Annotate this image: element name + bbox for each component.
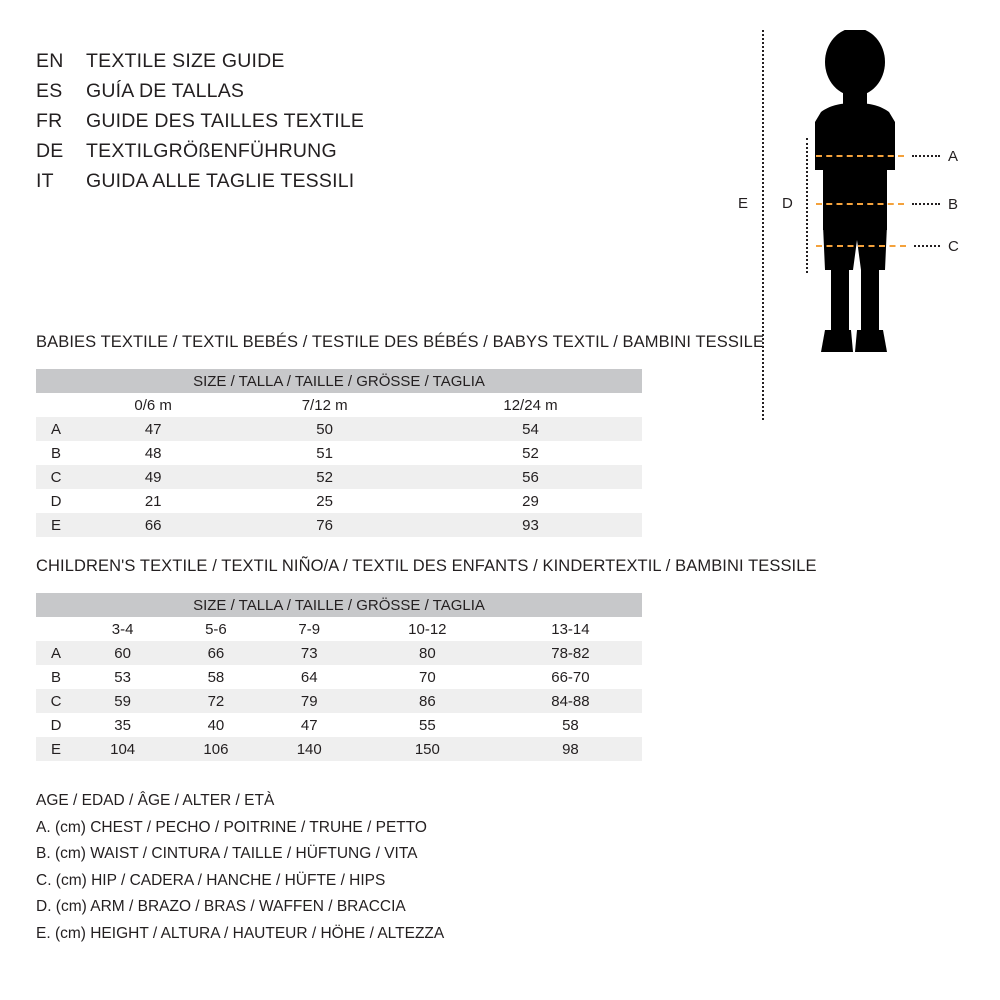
legend-title: AGE / EDAD / ÂGE / ALTER / ETÀ <box>36 792 275 809</box>
cell: 78-82 <box>499 641 642 665</box>
title-line <box>36 46 456 76</box>
row-label: D <box>36 713 76 737</box>
row-label: A <box>36 417 76 441</box>
title-lang-text: GUÍA DE TALLAS <box>86 80 245 102</box>
row-label: B <box>36 665 76 689</box>
cell: 66 <box>76 513 230 537</box>
row-label: E <box>36 737 76 761</box>
row-label: D <box>36 489 76 513</box>
cell: 29 <box>419 489 642 513</box>
cell: 40 <box>169 713 262 737</box>
babies-col-header: 7/12 m <box>230 393 419 417</box>
cell: 106 <box>169 737 262 761</box>
title-lang-text: TEXTILE SIZE GUIDE <box>86 50 285 72</box>
title-line <box>36 106 456 136</box>
cell: 21 <box>76 489 230 513</box>
table-row <box>36 665 642 689</box>
table-row <box>36 441 642 465</box>
figure-marker-a: A <box>948 148 959 165</box>
chest-leader-line <box>912 155 940 157</box>
title-lang-code: IT <box>36 170 54 192</box>
cell: 59 <box>76 689 169 713</box>
title-lang-code: EN <box>36 50 64 72</box>
babies-size-header-row <box>36 369 642 393</box>
cell: 25 <box>230 489 419 513</box>
legend-item-e: E. (cm) HEIGHT / ALTURA / HAUTEUR / HÖHE / ALTEZZA <box>36 924 445 942</box>
cell: 47 <box>263 713 356 737</box>
measurement-legend <box>36 788 444 947</box>
table-row <box>36 689 642 713</box>
legend-item-b: B. (cm) WAIST / CINTURA / TAILLE / HÜFTUNG / VITA <box>36 845 418 862</box>
legend-item-a: A. (cm) CHEST / PECHO / POITRINE / TRUHE / PETTO <box>36 818 427 836</box>
cell: 66-70 <box>499 665 642 689</box>
cell: 51 <box>230 441 419 465</box>
row-label: E <box>36 513 76 537</box>
waist-leader-line <box>912 203 940 205</box>
title-line <box>36 136 456 166</box>
children-col-header: 13-14 <box>499 617 642 641</box>
cell: 140 <box>263 737 356 761</box>
children-size-header-row <box>36 593 642 617</box>
chest-measure-line <box>816 155 904 157</box>
figure-marker-b: B <box>948 196 959 213</box>
cell: 55 <box>356 713 499 737</box>
measurement-figure <box>700 30 990 450</box>
cell: 72 <box>169 689 262 713</box>
cell: 53 <box>76 665 169 689</box>
table-row <box>36 513 642 537</box>
height-guide-line-e <box>762 30 764 420</box>
cell: 98 <box>499 737 642 761</box>
child-silhouette-icon <box>795 30 915 400</box>
babies-size-header: SIZE / TALLA / TAILLE / GRÖSSE / TAGLIA <box>36 369 642 393</box>
cell: 86 <box>356 689 499 713</box>
title-line <box>36 166 456 196</box>
cell: 52 <box>419 441 642 465</box>
cell: 48 <box>76 441 230 465</box>
row-label: B <box>36 441 76 465</box>
title-lang-text: GUIDE DES TAILLES TEXTILE <box>86 110 365 132</box>
children-col-header: 7-9 <box>263 617 356 641</box>
babies-corner-cell <box>36 393 76 417</box>
children-size-header: SIZE / TALLA / TAILLE / GRÖSSE / TAGLIA <box>36 593 642 617</box>
cell: 52 <box>230 465 419 489</box>
babies-section-heading: BABIES TEXTILE / TEXTIL BEBÉS / TESTILE DES BÉBÉS / BABYS TEXTIL / BAMBINI TESSILE <box>36 333 765 351</box>
cell: 76 <box>230 513 419 537</box>
children-section-heading: CHILDREN'S TEXTILE / TEXTIL NIÑO/A / TEXTIL DES ENFANTS / KINDERTEXTIL / BAMBINI TESSILE <box>36 557 817 575</box>
children-col-header: 10-12 <box>356 617 499 641</box>
children-column-header-row <box>36 617 642 641</box>
babies-col-header: 0/6 m <box>76 393 230 417</box>
babies-column-header-row <box>36 393 642 417</box>
figure-marker-c: C <box>948 238 959 255</box>
table-row <box>36 489 642 513</box>
cell: 54 <box>419 417 642 441</box>
table-row <box>36 737 642 761</box>
legend-item-c: C. (cm) HIP / CADERA / HANCHE / HÜFTE / HIPS <box>36 871 386 889</box>
table-row <box>36 713 642 737</box>
hip-measure-line <box>816 245 906 247</box>
cell: 58 <box>499 713 642 737</box>
children-size-table <box>36 593 642 761</box>
cell: 64 <box>263 665 356 689</box>
cell: 35 <box>76 713 169 737</box>
cell: 58 <box>169 665 262 689</box>
row-label: C <box>36 465 76 489</box>
title-lang-code: FR <box>36 110 63 132</box>
title-lang-code: DE <box>36 140 64 162</box>
cell: 79 <box>263 689 356 713</box>
cell: 104 <box>76 737 169 761</box>
cell: 84-88 <box>499 689 642 713</box>
hip-leader-line <box>914 245 940 247</box>
table-row <box>36 641 642 665</box>
cell: 70 <box>356 665 499 689</box>
table-row <box>36 465 642 489</box>
cell: 49 <box>76 465 230 489</box>
legend-item-d: D. (cm) ARM / BRAZO / BRAS / WAFFEN / BRACCIA <box>36 898 406 915</box>
cell: 93 <box>419 513 642 537</box>
children-corner-cell <box>36 617 76 641</box>
cell: 73 <box>263 641 356 665</box>
cell: 66 <box>169 641 262 665</box>
babies-size-table <box>36 369 642 537</box>
row-label: A <box>36 641 76 665</box>
figure-marker-e: E <box>738 195 749 212</box>
cell: 60 <box>76 641 169 665</box>
cell: 50 <box>230 417 419 441</box>
title-lang-text: GUIDA ALLE TAGLIE TESSILI <box>86 170 355 192</box>
children-col-header: 3-4 <box>76 617 169 641</box>
title-lang-code: ES <box>36 80 63 102</box>
title-lang-text: TEXTILGRÖßENFÜHRUNG <box>86 140 337 162</box>
figure-marker-d: D <box>782 195 793 212</box>
cell: 80 <box>356 641 499 665</box>
cell: 47 <box>76 417 230 441</box>
children-col-header: 5-6 <box>169 617 262 641</box>
waist-measure-line <box>816 203 904 205</box>
title-line <box>36 76 456 106</box>
table-row <box>36 417 642 441</box>
cell: 150 <box>356 737 499 761</box>
size-guide-title-block <box>36 46 456 196</box>
row-label: C <box>36 689 76 713</box>
babies-col-header: 12/24 m <box>419 393 642 417</box>
cell: 56 <box>419 465 642 489</box>
